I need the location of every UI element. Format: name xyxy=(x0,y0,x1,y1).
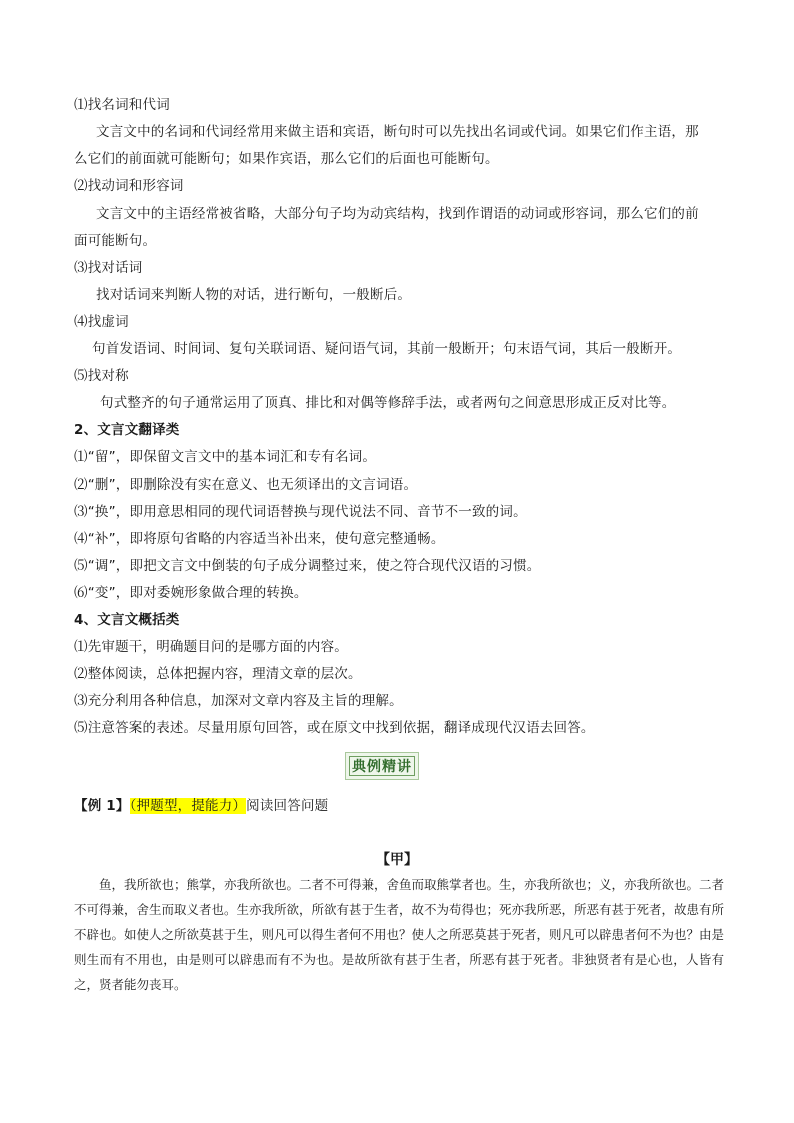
text-line: 面可能断句。 xyxy=(74,233,157,249)
text-line: ⑸“调”，即把文言文中倒装的句子成分调整过来，使之符合现代汉语的习惯。 xyxy=(74,558,541,574)
text-line: 找对话词来判断人物的对话，进行断句，一般断后。 xyxy=(96,287,412,303)
text-line: 文言文中的名词和代词经常用来做主语和宾语，断句时可以先找出名词或代词。如果它们作主语，那 xyxy=(96,124,699,140)
example-instruction: 阅读回答问题 xyxy=(246,798,329,814)
text-line: ⑵找动词和形容词 xyxy=(74,178,184,194)
text-line: ⑷“补”，即将原句省略的内容适当补出来，使句意完整通畅。 xyxy=(74,531,445,547)
example-number: 【例 1】 xyxy=(74,798,130,814)
section-banner-label: 典例精讲 xyxy=(349,756,415,776)
text-line: ⑴找名词和代词 xyxy=(74,97,170,113)
text-line: 句首发语词、时间词、复句关联词语、疑问语气词，其前一般断开；句末语气词，其后一般断开。 xyxy=(92,341,682,357)
text-line: 4、文言文概括类 xyxy=(74,612,180,628)
text-line: 么它们的前面就可能断句；如果作宾语，那么它们的后面也可能断句。 xyxy=(74,151,499,167)
text-line: ⑴“留”，即保留文言文中的基本词汇和专有名词。 xyxy=(74,449,377,465)
text-line: ⑵“删”，即删除没有实在意义、也无须译出的文言词语。 xyxy=(74,477,418,493)
text-line: ⑶“换”，即用意思相同的现代词语替换与现代说法不同、音节不一致的词。 xyxy=(74,504,527,520)
example-tag-highlight: （押题型，提能力） xyxy=(129,798,247,814)
text-line: ⑶充分利用各种信息，加深对文章内容及主旨的理解。 xyxy=(74,693,403,709)
text-line: ⑸注意答案的表述。尽量用原句回答，或在原文中找到依据，翻译成现代汉语去回答。 xyxy=(74,720,595,736)
text-line: 2、文言文翻译类 xyxy=(74,422,180,438)
text-line: ⑹“变”，即对委婉形象做合理的转换。 xyxy=(74,585,308,601)
text-line: ⑵整体阅读，总体把握内容，理清文章的层次。 xyxy=(74,666,362,682)
text-line: 文言文中的主语经常被省略，大部分句子均为动宾结构，找到作谓语的动词或形容词，那么它们的前 xyxy=(96,206,699,222)
text-line: ⑴先审题干，明确题目问的是哪方面的内容。 xyxy=(74,639,348,655)
passage-text: 鱼，我所欲也；熊掌，亦我所欲也。二者不可得兼，舍鱼而取熊掌者也。生，亦我所欲也；义，亦我所欲也。二者不可得兼，舍生而取义者也。生亦我所欲，所欲有甚于生者，故不为苟得也；死亦我所恶，所恶有甚于死者，故患有所不辟也。如使人之所欲莫甚于生，则凡可以得生者何不用也？使人之所恶莫甚于死者，则凡可以辟患者何不为也？由是则生而有不用也，由是则可以辟患而有不为也。是故所欲有甚于生者，所恶有甚于死者。非独贤者有是心也，人皆有之，贤者能勿丧耳。 xyxy=(74,877,725,992)
passage-title: 【甲】 xyxy=(376,852,418,868)
example-heading xyxy=(74,797,328,815)
text-line: ⑶找对话词 xyxy=(74,260,143,276)
text-line: ⑸找对称 xyxy=(74,368,129,384)
section-banner xyxy=(345,752,419,780)
text-line: ⑷找虚词 xyxy=(74,314,129,330)
text-line: 句式整齐的句子通常运用了顶真、排比和对偶等修辞手法，或者两句之间意思形成正反对比等。 xyxy=(100,395,676,411)
